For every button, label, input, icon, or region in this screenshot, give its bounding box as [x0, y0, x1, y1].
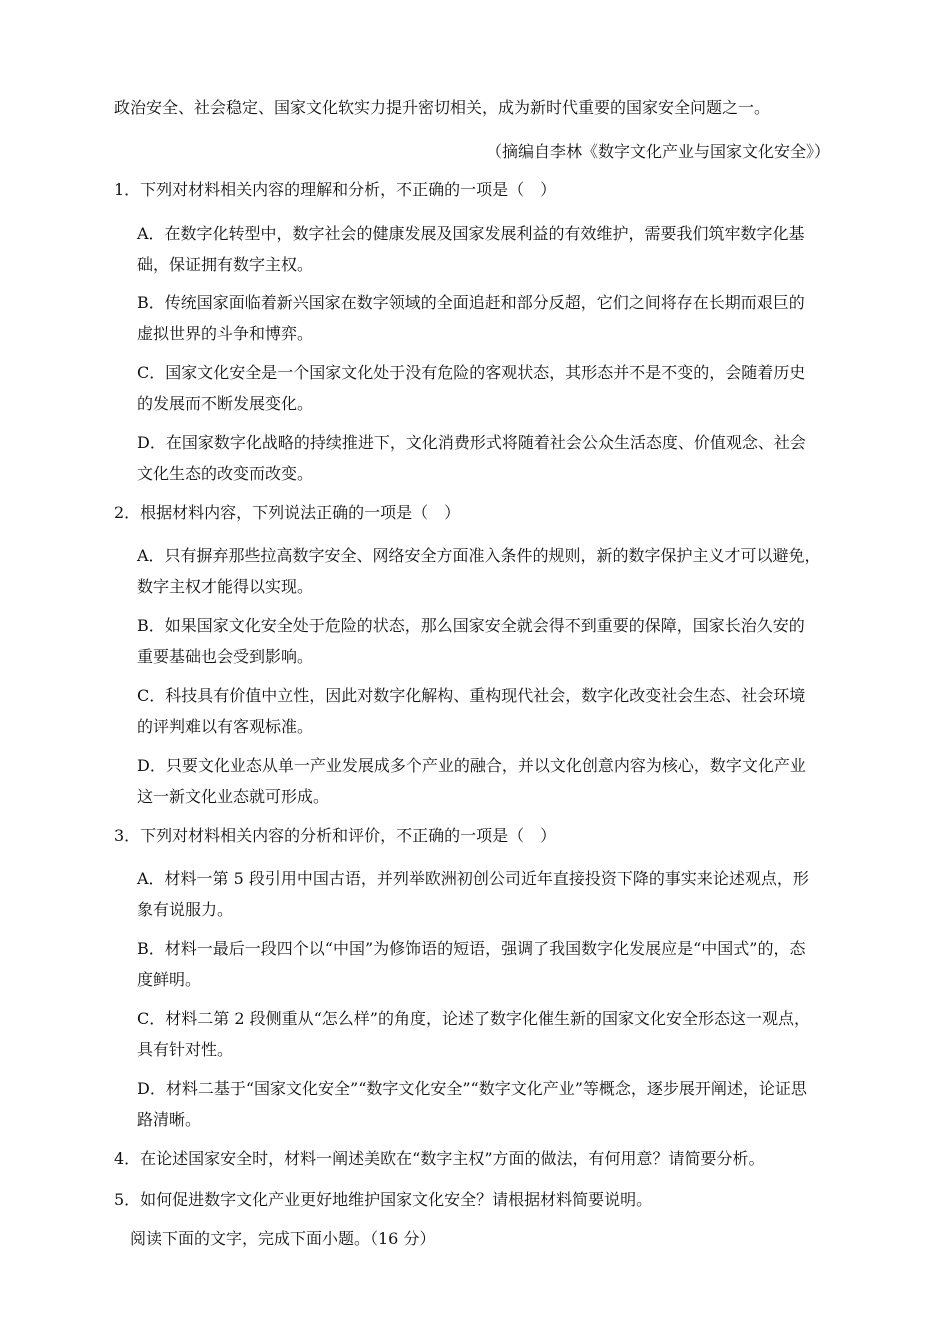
question-2-option-c: C．科技具有价值中立性，因此对数字化解构、重构现代社会，数字化改变社会生态、社会环境 的评判难以有客观标准。 [137, 686, 806, 736]
question-5-stem: 5．如何促进数字文化产业更好地维护国家文化安全？请根据材料简要说明。 [114, 1190, 653, 1209]
source-citation: （摘编自李林《数字文化产业与国家文化安全》） [485, 142, 830, 161]
question-1-stem: 1．下列对材料相关内容的理解和分析，不正确的一项是（ ） [114, 180, 557, 199]
question-2-stem: 2．根据材料内容，下列说法正确的一项是（ ） [114, 503, 461, 522]
question-1-option-a: A．在数字化转型中，数字社会的健康发展及国家发展利益的有效维护，需要我们筑牢数字化基 础，保证拥有数字主权。 [137, 224, 805, 274]
question-1-option-b: B．传统国家面临着新兴国家在数字领域的全面追赶和部分反超，它们之间将存在长期而艰巨的 虚拟世界的斗争和博弈。 [137, 293, 805, 343]
question-3-option-b: B．材料一最后一段四个以“中国”为修饰语的短语，强调了我国数字化发展应是“中国式”的，态 度鲜明。 [137, 939, 806, 989]
question-2-option-b: B．如果国家文化安全处于危险的状态，那么国家安全就会得不到重要的保障，国家长治久安的 重要基础也会受到影响。 [137, 616, 805, 666]
question-2-option-d: D．只要文化业态从单一产业发展成多个产业的融合，并以文化创意内容为核心，数字文化产业 这一新文化业态就可形成。 [137, 756, 806, 806]
question-3-option-a: A．材料一第 5 段引用中国古语，并列举欧洲初创公司近年直接投资下降的事实来论述观点，形 象有说服力。 [137, 869, 809, 919]
question-3-option-d: D．材料二基于“国家文化安全”“数字文化安全”“数字文化产业”等概念，逐步展开阐述，论证思 路清晰。 [137, 1079, 807, 1129]
question-1-option-c: C．国家文化安全是一个国家文化处于没有危险的客观状态，其形态并不是不变的，会随着历史 的发展而不断发展变化。 [137, 363, 806, 413]
intro-paragraph-line: 政治安全、社会稳定、国家文化软实力提升密切相关，成为新时代重要的国家安全问题之一。 [114, 98, 771, 117]
question-2-option-a: A．只有摒弃那些拉高数字安全、网络安全方面准入条件的规则，新的数字保护主义才可以避免， 数字主权才能得以实现。 [137, 546, 821, 596]
question-1-option-d: D．在国家数字化战略的持续推进下，文化消费形式将随着社会公众生活态度、价值观念、社会 文化生态的改变而改变。 [137, 433, 806, 483]
question-3-option-c: C．材料二第 2 段侧重从“怎么样”的角度，论述了数字化催生新的国家文化安全形态这一观点， 具有针对性。 [137, 1009, 810, 1059]
question-4-stem: 4．在论述国家安全时，材料一阐述美欧在“数字主权”方面的做法，有何用意？请简要分析。 [114, 1149, 765, 1168]
question-3-stem: 3．下列对材料相关内容的分析和评价，不正确的一项是（ ） [114, 826, 557, 845]
section-instruction: 阅读下面的文字，完成下面小题。（16 分） [130, 1229, 436, 1248]
